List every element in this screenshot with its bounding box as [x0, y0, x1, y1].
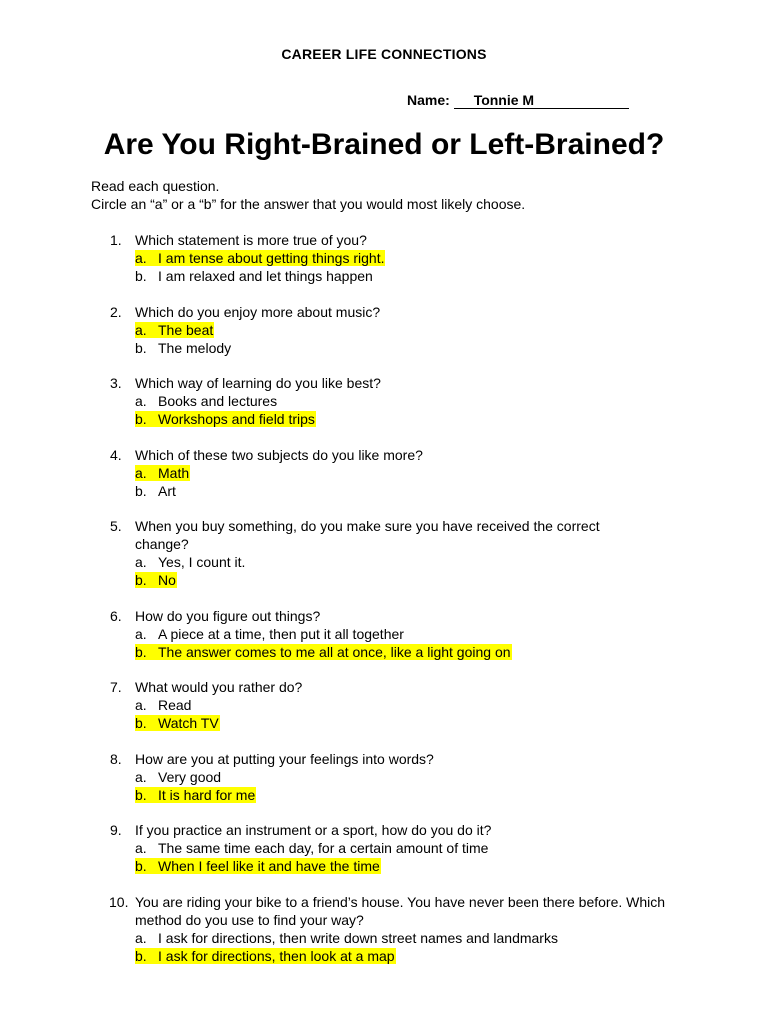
answer-highlight [135, 787, 256, 803]
answer-letter: a. [135, 768, 147, 785]
question-item [110, 678, 710, 732]
answer-option[interactable] [135, 482, 710, 500]
answer-text: I ask for directions, then look at a map [158, 947, 395, 964]
answer-highlight [135, 858, 381, 874]
answer-text: I ask for directions, then write down street names and landmarks [158, 929, 558, 946]
question-text: Which of these two subjects do you like more? [135, 446, 423, 463]
answer-text: Read [158, 697, 192, 713]
answer-option[interactable] [135, 249, 710, 267]
answer-text-wrap [158, 268, 373, 284]
answer-highlight [135, 644, 512, 660]
answer-text: The beat [158, 321, 214, 338]
answer-letter: a. [135, 697, 147, 713]
answer-highlight [135, 948, 396, 964]
answer-option[interactable] [135, 929, 710, 947]
answer-text-wrap [158, 840, 488, 856]
question-number: 2. [110, 303, 122, 320]
question-item [110, 231, 710, 285]
answer-option[interactable] [135, 625, 710, 643]
answer-highlight [135, 715, 220, 731]
answer-letter: a. [135, 393, 147, 409]
answer-letter: b. [135, 572, 147, 588]
answer-option[interactable] [135, 321, 710, 339]
answer-text: The answer comes to me all at once, like a light going on [158, 643, 511, 660]
question-item [110, 750, 710, 804]
question-number: 10. [109, 893, 129, 910]
question-number: 8. [110, 750, 122, 767]
answer-option[interactable] [135, 464, 710, 482]
question-number: 1. [110, 232, 122, 248]
answer-letter: b. [135, 268, 147, 284]
answer-text-wrap [158, 340, 231, 356]
answer-text: Math [158, 464, 190, 481]
answer-letter: b. [135, 715, 147, 731]
answer-highlight [135, 250, 385, 266]
question-text: You are riding your bike to a friend’s house. You have never been there before. Which method do you use to find your way? [135, 893, 666, 928]
answer-letter: b. [135, 786, 147, 803]
answer-option[interactable] [135, 714, 710, 732]
answer-text-wrap [158, 393, 277, 409]
answer-option[interactable] [135, 768, 710, 786]
answer-text: Books and lectures [158, 393, 278, 409]
answer-text: Workshops and field trips [158, 411, 315, 427]
answer-letter: a. [135, 840, 147, 856]
question-item [110, 607, 710, 661]
question-item [110, 446, 710, 500]
answer-option[interactable] [135, 786, 710, 804]
answer-text-wrap [158, 930, 558, 946]
answer-text-wrap [158, 554, 245, 570]
answer-text: The same time each day, for a certain amount of time [158, 840, 489, 856]
question-number: 6. [110, 607, 122, 624]
answer-text-wrap [158, 483, 176, 499]
answer-option[interactable] [135, 571, 710, 589]
question-text: When you buy something, do you make sure you have received the correct change? [135, 518, 600, 552]
instruction-line: Circle an “a” or a “b” for the answer that you would most likely choose. [91, 196, 526, 212]
answer-letter: b. [135, 482, 147, 499]
question-number: 3. [110, 375, 122, 391]
answer-letter: b. [135, 858, 147, 874]
answer-text: I am tense about getting things right. [158, 250, 385, 266]
answer-option[interactable] [135, 410, 710, 428]
answer-letter: a. [135, 625, 147, 642]
answer-text: Art [158, 482, 176, 499]
question-text: How are you at putting your feelings into words? [135, 750, 434, 767]
answer-text: Very good [158, 768, 222, 785]
answer-option[interactable] [135, 392, 710, 410]
name-line [407, 92, 629, 109]
answer-highlight [135, 411, 316, 427]
answer-text: No [158, 572, 176, 588]
question-text: Which statement is more true of you? [135, 232, 367, 248]
name-value: Tonnie M [454, 93, 629, 109]
instructions [91, 177, 525, 213]
page-title: Are You Right-Brained or Left-Brained? [103, 128, 665, 161]
answer-letter: a. [135, 250, 147, 266]
answer-text-wrap [158, 626, 404, 642]
answer-highlight [135, 322, 214, 338]
answer-option[interactable] [135, 267, 710, 285]
answer-letter: a. [135, 321, 147, 338]
answer-letter: b. [135, 339, 147, 356]
question-number: 5. [110, 518, 122, 534]
answer-letter: a. [135, 554, 147, 570]
question-list [110, 231, 710, 982]
answer-text: Yes, I count it. [158, 554, 246, 570]
question-text: Which way of learning do you like best? [135, 375, 381, 391]
question-text: How do you figure out things? [135, 607, 321, 624]
answer-option[interactable] [135, 553, 710, 571]
question-item [110, 303, 710, 357]
answer-letter: a. [135, 464, 147, 481]
question-number: 4. [110, 446, 122, 463]
worksheet-header: CAREER LIFE CONNECTIONS [281, 46, 487, 62]
answer-option[interactable] [135, 696, 710, 714]
question-item [110, 821, 710, 875]
name-label: Name: [407, 92, 450, 108]
question-number: 7. [110, 679, 122, 695]
answer-letter: b. [135, 643, 147, 660]
answer-option[interactable] [135, 643, 710, 661]
answer-letter: b. [135, 947, 147, 964]
question-item [110, 893, 710, 965]
answer-option[interactable] [135, 839, 710, 857]
instruction-line: Read each question. [91, 178, 220, 194]
question-item [110, 374, 710, 428]
answer-text: When I feel like it and have the time [158, 858, 380, 874]
answer-option[interactable] [135, 339, 710, 357]
answer-text: It is hard for me [158, 786, 256, 803]
answer-letter: a. [135, 929, 147, 946]
question-text: Which do you enjoy more about music? [135, 303, 381, 320]
answer-text-wrap [158, 697, 191, 713]
answer-text: Watch TV [158, 715, 219, 731]
question-text: What would you rather do? [135, 679, 303, 695]
answer-option[interactable] [135, 857, 710, 875]
answer-text: A piece at a time, then put it all together [158, 625, 404, 642]
answer-text-wrap [158, 769, 221, 785]
answer-text: I am relaxed and let things happen [158, 268, 373, 284]
answer-option[interactable] [135, 947, 710, 965]
answer-text: The melody [158, 339, 232, 356]
question-text: If you practice an instrument or a sport, how do you do it? [135, 822, 492, 838]
question-number: 9. [110, 822, 122, 838]
question-item [110, 517, 710, 589]
answer-letter: b. [135, 411, 147, 427]
